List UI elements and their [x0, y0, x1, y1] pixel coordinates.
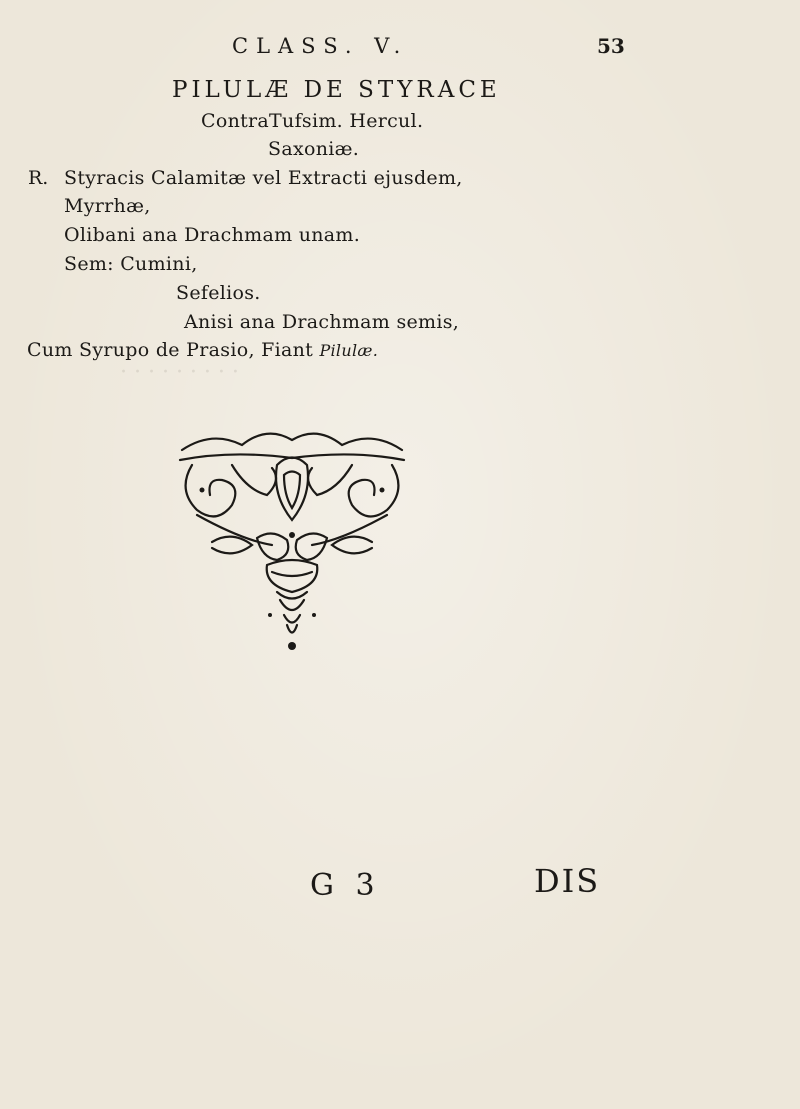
recipe-line: Olibani ana Drachmam unam.	[64, 224, 361, 246]
show-through-text: · · · · · · · · ·	[120, 360, 239, 385]
recipe-line: Anisi ana Drachmam semis,	[184, 311, 460, 333]
floral-tailpiece-icon	[172, 420, 412, 660]
final-line-text: Cum Syrupo de Prasio, Fiant	[27, 339, 314, 361]
recipe-line: Sefelios.	[176, 282, 261, 304]
final-line-italic: Pilulæ.	[319, 341, 379, 360]
page-number: 53	[597, 34, 625, 58]
catchword: DIS	[534, 862, 601, 900]
recipe-line: Sem: Cumini,	[64, 253, 198, 275]
recipe-line: Myrrhæ,	[64, 195, 151, 217]
recipe-title: PILULÆ DE STYRACE	[172, 77, 501, 103]
page-header	[0, 30, 800, 64]
recipe-final-line	[27, 339, 378, 361]
recipe-symbol: R.	[28, 167, 49, 189]
subtitle-line-1: ContraTufsim. Hercul.	[201, 110, 424, 132]
signature-mark: G 3	[310, 868, 381, 903]
subtitle-line-2: Saxoniæ.	[268, 138, 360, 160]
running-head: CLASS. V.	[232, 34, 409, 58]
recipe-line: Styracis Calamitæ vel Extracti ejusdem,	[64, 167, 463, 189]
